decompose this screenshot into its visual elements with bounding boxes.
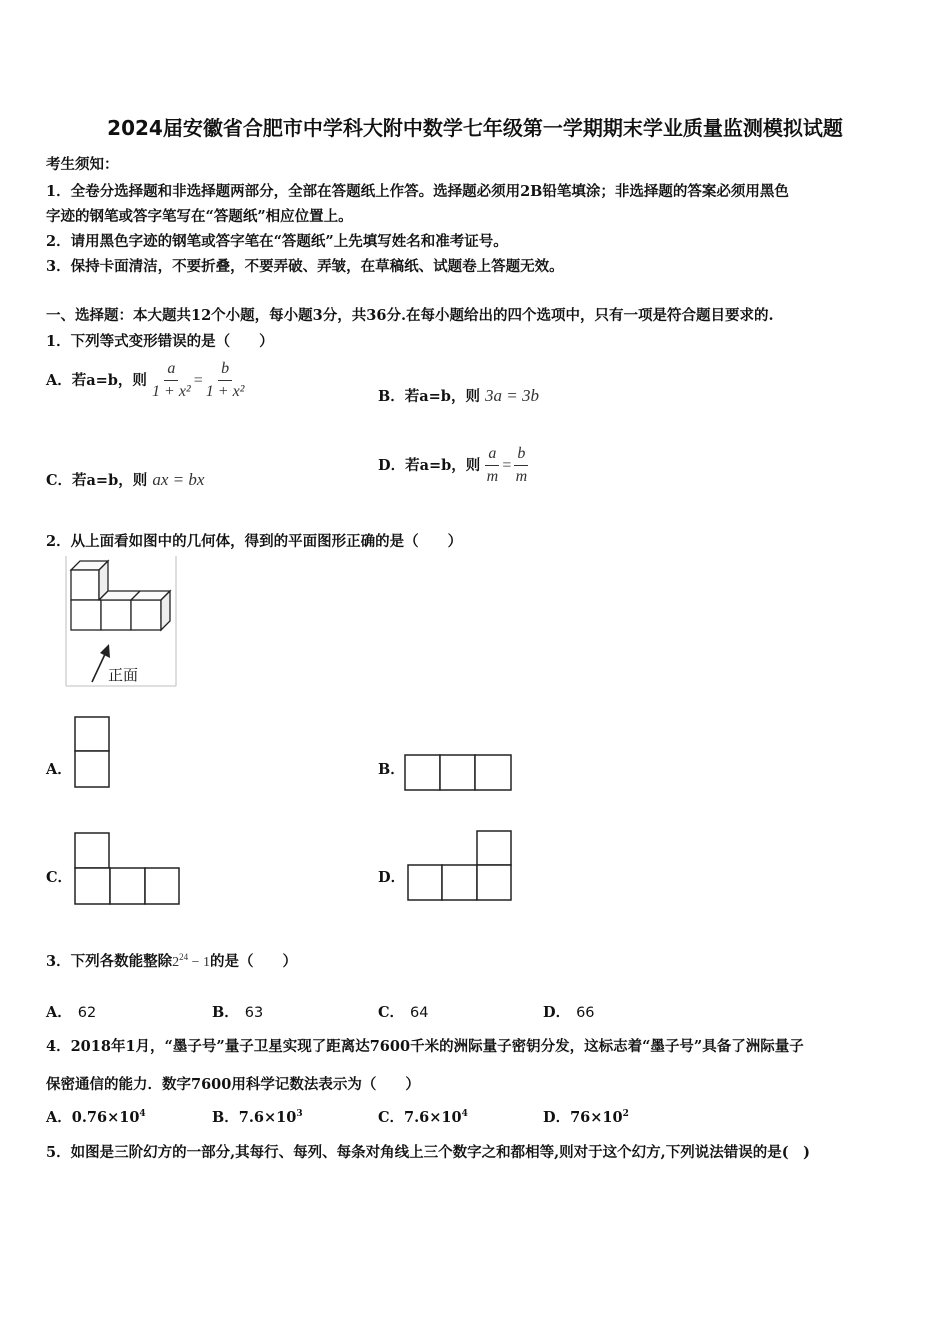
fraction-numerator: b	[218, 360, 232, 381]
q2-option-c-label: C．	[46, 869, 73, 886]
expr-rest: − 1	[188, 955, 210, 970]
option-label: C．	[378, 1004, 405, 1021]
fraction-denominator: 1 + x²	[152, 383, 191, 400]
option-base: 7.6×10	[404, 1109, 462, 1126]
q1-option-a-fraction-left	[152, 360, 191, 401]
option-label: B．	[212, 1004, 239, 1021]
option-value: 63	[244, 1005, 264, 1021]
q4-option-c	[378, 1106, 468, 1127]
notice-item-1-line-2: 字迹的钢笔或答字笔写在“答题纸”相应位置上。	[46, 208, 353, 225]
q2-option-b-figure	[404, 753, 514, 793]
option-base: 76×10	[570, 1109, 623, 1126]
equals-sign: =	[502, 456, 512, 474]
q1-option-b-math: 3a = 3b	[485, 386, 540, 405]
q4-stem-line-1: 4．2018年1月，“墨子号”量子卫星实现了距离达7600千米的洲际量子密钥分发，这标志着“墨子号”具备了洲际量子	[46, 1038, 804, 1055]
q3-option-c	[378, 1001, 429, 1022]
q1-option-a-fraction-right	[206, 360, 245, 401]
q1-option-b-label: B．若a=b，则	[378, 388, 480, 405]
option-exponent: 2	[622, 1109, 629, 1120]
q2-stem: 2．从上面看如图中的几何体，得到的平面图形正确的是（ ）	[46, 533, 463, 550]
q3-stem-suffix: 的是（ ）	[210, 953, 297, 970]
q1-option-c-label: C．若a=b，则	[46, 472, 148, 489]
q4-option-b	[212, 1106, 303, 1127]
q1-option-d	[378, 445, 528, 486]
q1-option-d-fraction-right	[514, 445, 528, 486]
q1-option-a-label: A．若a=b，则	[46, 372, 147, 389]
q1-option-b	[378, 385, 539, 406]
q3-expression	[172, 952, 210, 970]
notice-item-2: 2．请用黑色字迹的钢笔或答字笔在“答题纸”上先填写姓名和准考证号。	[46, 233, 508, 250]
q3-stem	[46, 950, 297, 971]
q3-option-b	[212, 1001, 263, 1022]
q5-stem: 5．如图是三阶幻方的一部分,其每行、每列、每条对角线上三个数字之和都相等,则对于这个幻方,下列说法错误的是( )	[46, 1144, 810, 1161]
q2-option-b-label: B．	[378, 761, 405, 778]
equals-sign: =	[193, 371, 203, 389]
option-label: D．	[543, 1004, 571, 1021]
option-label: B．	[212, 1109, 239, 1126]
notice-heading: 考生须知：	[46, 156, 119, 173]
fraction-numerator: b	[514, 445, 528, 466]
expr-exponent: 24	[179, 952, 189, 962]
option-base: 7.6×10	[238, 1109, 297, 1126]
q1-option-d-label: D．若a=b，则	[378, 457, 481, 474]
section-heading: 一、选择题：本大题共12个小题，每小题3分，共36分.在每小题给出的四个选项中，只有一项是符合题目要求的.	[46, 307, 774, 324]
q3-stem-prefix: 3．下列各数能整除	[46, 953, 173, 970]
option-label: D．	[543, 1109, 571, 1126]
option-base: 0.76×10	[71, 1109, 140, 1126]
fraction-numerator: a	[164, 360, 178, 381]
q3-option-d	[543, 1001, 595, 1022]
q1-option-d-fraction-left	[485, 445, 499, 486]
q1-option-c	[46, 469, 204, 490]
option-value: 64	[410, 1005, 429, 1021]
fraction-numerator: a	[485, 445, 499, 466]
q2-option-c-figure	[73, 831, 181, 907]
q2-option-d-label: D．	[378, 869, 406, 886]
fraction-denominator: m	[486, 468, 499, 485]
option-value: 62	[77, 1005, 97, 1021]
q1-option-a	[46, 360, 244, 401]
q4-option-a	[46, 1106, 146, 1127]
q2-option-d-figure	[406, 829, 514, 903]
option-exponent: 3	[296, 1109, 303, 1120]
q1-stem: 1．下列等式变形错误的是（ ）	[46, 333, 274, 350]
q2-option-a-label: A．	[46, 761, 72, 778]
q1-option-c-math: ax = bx	[152, 470, 205, 489]
option-exponent: 4	[461, 1109, 468, 1120]
option-value: 66	[576, 1005, 595, 1021]
notice-item-3: 3．保持卡面清洁，不要折叠，不要弄破、弄皱，在草稿纸、试题卷上答题无效。	[46, 258, 564, 275]
q3-option-a	[46, 1001, 96, 1022]
fraction-denominator: 1 + x²	[205, 383, 245, 400]
notice-item-1-line-1: 1．全卷分选择题和非选择题两部分，全部在答题纸上作答。选择题必须用2B铅笔填涂；非选择题的答案必须用黑色	[46, 183, 789, 200]
fraction-denominator: m	[515, 468, 528, 485]
option-label: C．	[378, 1109, 405, 1126]
option-exponent: 4	[139, 1109, 146, 1120]
q4-option-d	[543, 1106, 629, 1127]
expr-base: 2	[172, 955, 180, 970]
q2-solid-figure	[66, 556, 178, 690]
page-title: 2024届安徽省合肥市中学科大附中数学七年级第一学期期末学业质量监测模拟试题	[107, 116, 843, 140]
front-label: 正面	[108, 666, 139, 684]
option-label: A．	[46, 1004, 72, 1021]
option-label: A．	[46, 1109, 72, 1126]
q4-stem-line-2: 保密通信的能力．数字7600用科学记数法表示为（ ）	[46, 1076, 420, 1093]
q2-option-a-figure	[73, 715, 111, 789]
